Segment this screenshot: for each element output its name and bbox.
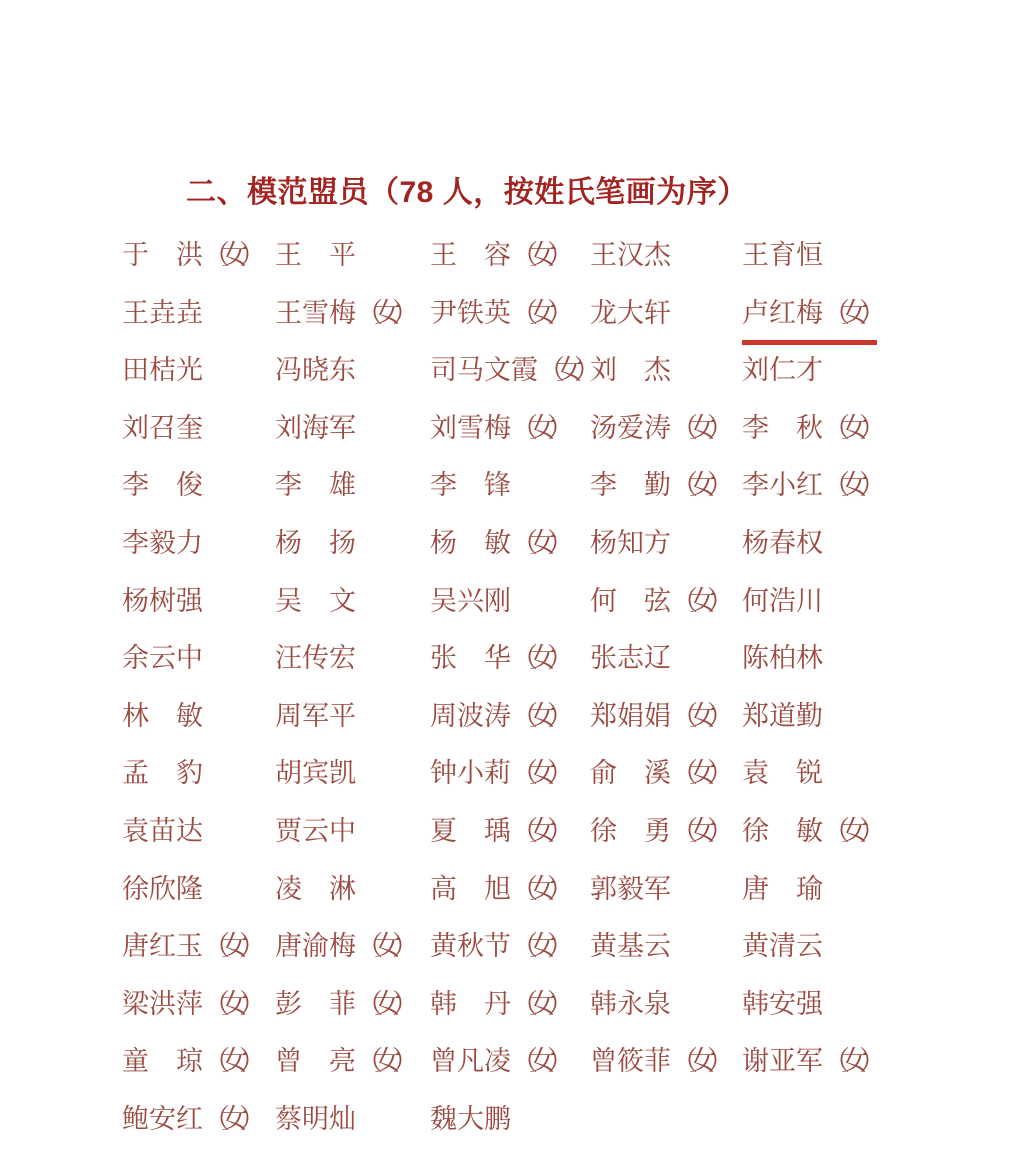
name-text: 汪传宏	[275, 643, 356, 675]
member-name-text	[122, 1105, 257, 1135]
female-marker: （女）	[671, 470, 725, 502]
female-marker: （女）	[511, 1046, 565, 1078]
member-name-text	[590, 932, 671, 962]
female-marker: （女）	[511, 873, 565, 905]
name-text: 李 雄	[275, 470, 356, 502]
member-name	[590, 1047, 742, 1077]
member-name-text	[275, 1047, 410, 1077]
name-text: 王育恒	[742, 240, 823, 271]
member-name	[590, 241, 742, 271]
name-text: 彭 菲	[275, 988, 356, 1020]
female-marker: （女）	[671, 585, 725, 617]
member-name-text	[275, 702, 356, 732]
member-name-text	[275, 1105, 356, 1135]
member-row	[122, 759, 877, 817]
name-text: 王 平	[275, 240, 356, 271]
member-name-text	[742, 356, 823, 386]
member-name	[430, 990, 590, 1020]
member-name	[742, 990, 823, 1020]
name-text: 王垚垚	[122, 297, 203, 329]
name-text: 卢红梅	[742, 297, 823, 329]
name-text: 林 敏	[122, 700, 203, 732]
member-name	[275, 1105, 430, 1135]
member-row	[122, 587, 877, 645]
section-title: 二、模范盟员（78 人，按姓氏笔画为序）	[186, 176, 748, 209]
member-name-text	[590, 414, 725, 444]
member-name	[275, 817, 430, 847]
name-text: 蔡明灿	[275, 1103, 356, 1135]
member-name-text	[742, 471, 877, 501]
name-text: 胡宾凯	[275, 758, 356, 790]
member-name-text	[590, 529, 671, 559]
name-text: 龙大轩	[590, 297, 671, 329]
name-text: 王 容	[430, 240, 511, 271]
member-name-text	[590, 587, 725, 617]
member-name-text	[275, 759, 356, 789]
member-name-text	[122, 817, 203, 847]
member-name-text	[742, 817, 877, 847]
member-name	[275, 702, 430, 732]
member-name	[742, 702, 823, 732]
name-text: 刘海军	[275, 412, 356, 444]
female-marker: （女）	[671, 412, 725, 444]
member-name	[590, 759, 742, 789]
name-text: 凌 淋	[275, 873, 356, 905]
member-name	[122, 990, 275, 1020]
name-text: 杨春权	[742, 527, 823, 559]
member-name-text	[122, 1047, 257, 1077]
member-name	[122, 932, 275, 962]
member-row	[122, 817, 877, 875]
member-name	[590, 644, 742, 674]
member-name-text	[430, 471, 511, 501]
name-text: 韩永泉	[590, 988, 671, 1020]
member-name	[430, 356, 590, 386]
member-name-text	[122, 759, 203, 789]
member-row	[122, 471, 877, 529]
member-name	[275, 356, 430, 386]
member-name-text	[122, 702, 203, 732]
member-name-text	[742, 990, 823, 1020]
female-marker: （女）	[356, 1046, 410, 1078]
member-name	[122, 644, 275, 674]
name-text: 吴 文	[275, 585, 356, 617]
female-marker: （女）	[203, 240, 257, 271]
name-text: 夏 瑀	[430, 815, 511, 847]
name-text: 俞 溪	[590, 758, 671, 790]
name-text: 王汉杰	[590, 240, 671, 271]
name-text: 汤爱涛	[590, 412, 671, 444]
name-text: 王雪梅	[275, 297, 356, 329]
member-name	[590, 990, 742, 1020]
member-name	[275, 241, 430, 271]
member-name-text	[275, 356, 356, 386]
member-name-text	[430, 644, 565, 674]
member-name	[122, 299, 275, 329]
member-name-text	[742, 1047, 877, 1077]
member-name	[742, 529, 823, 559]
name-text: 黄秋节	[430, 931, 511, 963]
member-row	[122, 875, 877, 933]
name-text: 何 弦	[590, 585, 671, 617]
member-name	[430, 875, 590, 905]
member-name	[122, 702, 275, 732]
name-text: 郑娟娟	[590, 700, 671, 732]
name-text: 李 勤	[590, 470, 671, 502]
female-marker: （女）	[823, 297, 877, 329]
female-marker: （女）	[203, 988, 257, 1020]
member-name	[742, 299, 877, 345]
member-name-text	[430, 356, 592, 386]
female-marker: （女）	[511, 412, 565, 444]
member-row	[122, 241, 877, 299]
name-text: 刘仁才	[742, 355, 823, 387]
member-name	[742, 241, 823, 271]
female-marker: （女）	[671, 758, 725, 790]
name-text: 孟 豹	[122, 758, 203, 790]
member-row	[122, 1105, 877, 1163]
member-name-text	[742, 875, 823, 905]
member-name	[275, 1047, 430, 1077]
name-text: 高 旭	[430, 873, 511, 905]
member-name-text	[742, 702, 823, 732]
name-text: 贾云中	[275, 815, 356, 847]
member-name-text	[122, 875, 203, 905]
member-name	[122, 1047, 275, 1077]
member-name-text	[742, 414, 877, 444]
member-name	[275, 529, 430, 559]
member-name	[430, 759, 590, 789]
member-name-text	[275, 587, 356, 617]
member-name	[742, 817, 877, 847]
member-name	[430, 932, 590, 962]
name-text: 何浩川	[742, 585, 823, 617]
member-name	[590, 356, 742, 386]
member-name-text	[590, 990, 671, 1020]
female-marker: （女）	[823, 412, 877, 444]
name-text: 钟小莉	[430, 758, 511, 790]
member-row	[122, 932, 877, 990]
member-name	[590, 414, 742, 444]
member-name-text	[275, 875, 356, 905]
female-marker: （女）	[203, 1103, 257, 1135]
member-name-text	[122, 414, 203, 444]
name-text: 曾 亮	[275, 1046, 356, 1078]
member-name-text	[590, 702, 725, 732]
female-marker: （女）	[356, 297, 410, 329]
name-text: 杨知方	[590, 527, 671, 559]
member-name-text	[275, 414, 356, 444]
female-marker: （女）	[511, 297, 565, 329]
member-list	[122, 241, 877, 1163]
member-name-text	[742, 529, 823, 559]
member-name-text	[742, 932, 823, 962]
name-text: 韩 丹	[430, 988, 511, 1020]
member-name-text	[275, 817, 356, 847]
name-text: 曾凡凌	[430, 1046, 511, 1078]
member-name	[430, 587, 590, 617]
member-name-text	[122, 932, 257, 962]
name-text: 李 俊	[122, 470, 203, 502]
member-name-text	[430, 241, 565, 271]
name-text: 鲍安红	[122, 1103, 203, 1135]
member-name-text	[122, 587, 203, 617]
member-name-text	[590, 644, 671, 674]
member-name-text	[742, 587, 823, 617]
name-text: 袁 锐	[742, 758, 823, 790]
member-name-text	[122, 471, 203, 501]
name-text: 周军平	[275, 700, 356, 732]
name-text: 唐红玉	[122, 931, 203, 963]
member-name-text	[275, 299, 410, 329]
member-name	[275, 644, 430, 674]
member-name-text	[430, 759, 565, 789]
female-marker: （女）	[356, 931, 410, 963]
female-marker: （女）	[823, 815, 877, 847]
name-text: 徐欣隆	[122, 873, 203, 905]
name-text: 陈柏林	[742, 643, 823, 675]
member-name	[742, 932, 823, 962]
member-row	[122, 414, 877, 472]
member-name-text	[122, 990, 257, 1020]
member-name-text	[590, 759, 725, 789]
member-name-text	[430, 817, 565, 847]
female-marker: （女）	[671, 1046, 725, 1078]
member-name	[275, 414, 430, 444]
member-name	[430, 529, 590, 559]
name-text: 田桔光	[122, 355, 203, 387]
female-marker: （女）	[511, 815, 565, 847]
member-name-text	[742, 644, 823, 674]
name-text: 于 洪	[122, 240, 203, 271]
name-text: 徐 敏	[742, 815, 823, 847]
member-name	[122, 529, 275, 559]
female-marker: （女）	[356, 988, 410, 1020]
name-text: 韩安强	[742, 988, 823, 1020]
member-name-text	[430, 529, 565, 559]
member-name	[430, 817, 590, 847]
member-name	[430, 241, 590, 271]
member-name-text	[275, 644, 356, 674]
member-name-text	[122, 644, 203, 674]
member-name-text	[275, 529, 356, 559]
member-name	[122, 356, 275, 386]
member-name-text	[430, 299, 565, 329]
member-name	[590, 529, 742, 559]
member-name	[122, 587, 275, 617]
member-name-text	[590, 817, 725, 847]
member-name-text	[430, 702, 565, 732]
name-text: 袁苗达	[122, 815, 203, 847]
member-name	[122, 241, 275, 271]
name-text: 魏大鹏	[430, 1103, 511, 1135]
name-text: 黄基云	[590, 931, 671, 963]
name-text: 梁洪萍	[122, 988, 203, 1020]
member-name	[430, 299, 590, 329]
member-name	[742, 471, 877, 501]
female-marker: （女）	[511, 643, 565, 675]
name-text: 郭毅军	[590, 873, 671, 905]
member-name	[430, 1047, 590, 1077]
member-name-text	[430, 587, 511, 617]
female-marker: （女）	[823, 1046, 877, 1078]
female-marker: （女）	[823, 470, 877, 502]
member-name	[590, 932, 742, 962]
member-name	[122, 414, 275, 444]
name-text: 唐渝梅	[275, 931, 356, 963]
member-name	[275, 471, 430, 501]
member-name	[742, 414, 877, 444]
name-text: 徐 勇	[590, 815, 671, 847]
member-name	[275, 587, 430, 617]
member-row	[122, 356, 877, 414]
name-text: 冯晓东	[275, 355, 356, 387]
female-marker: （女）	[511, 527, 565, 559]
member-name-text	[430, 1105, 511, 1135]
member-name	[590, 702, 742, 732]
member-row	[122, 702, 877, 760]
name-text: 余云中	[122, 643, 203, 675]
female-marker: （女）	[671, 700, 725, 732]
member-name-text	[275, 241, 356, 271]
member-name-text	[122, 241, 257, 271]
name-text: 吴兴刚	[430, 585, 511, 617]
member-name	[275, 932, 430, 962]
name-text: 谢亚军	[742, 1046, 823, 1078]
member-row	[122, 1047, 877, 1105]
name-text: 李 锋	[430, 470, 511, 502]
member-name	[590, 875, 742, 905]
name-text: 刘雪梅	[430, 412, 511, 444]
member-name	[742, 759, 823, 789]
member-name	[122, 1105, 275, 1135]
name-text: 唐 瑜	[742, 873, 823, 905]
member-name	[430, 644, 590, 674]
name-text: 杨 敏	[430, 527, 511, 559]
name-text: 黄清云	[742, 931, 823, 963]
name-text: 李 秋	[742, 412, 823, 444]
member-name	[275, 759, 430, 789]
member-name-text	[742, 759, 823, 789]
member-name-text	[742, 241, 823, 271]
member-name	[742, 356, 823, 386]
female-marker: （女）	[511, 988, 565, 1020]
member-name-text	[275, 990, 410, 1020]
member-name	[275, 990, 430, 1020]
female-marker: （女）	[538, 355, 592, 387]
member-name-text	[590, 471, 725, 501]
underlined-member-name	[742, 299, 877, 345]
female-marker: （女）	[511, 931, 565, 963]
name-text: 李小红	[742, 470, 823, 502]
member-name	[430, 1105, 590, 1135]
member-name	[590, 817, 742, 847]
member-name	[122, 817, 275, 847]
member-name	[430, 414, 590, 444]
member-name-text	[430, 414, 565, 444]
member-name	[122, 759, 275, 789]
member-name	[590, 299, 742, 329]
member-row	[122, 644, 877, 702]
member-name	[275, 875, 430, 905]
female-marker: （女）	[511, 240, 565, 271]
female-marker: （女）	[671, 815, 725, 847]
name-text: 郑道勤	[742, 700, 823, 732]
member-name	[742, 644, 823, 674]
name-text: 张志辽	[590, 643, 671, 675]
name-text: 刘 杰	[590, 355, 671, 387]
member-name	[742, 875, 823, 905]
member-name	[430, 702, 590, 732]
female-marker: （女）	[511, 700, 565, 732]
member-name-text	[275, 932, 410, 962]
member-name	[275, 299, 430, 329]
member-name	[742, 1047, 877, 1077]
member-name	[590, 587, 742, 617]
name-text: 尹铁英	[430, 297, 511, 329]
name-text: 司马文霞	[430, 355, 538, 387]
member-row	[122, 529, 877, 587]
name-text: 李毅力	[122, 527, 203, 559]
female-marker: （女）	[203, 931, 257, 963]
female-marker: （女）	[203, 1046, 257, 1078]
member-name	[122, 471, 275, 501]
name-text: 刘召奎	[122, 412, 203, 444]
member-row	[122, 299, 877, 357]
member-name-text	[122, 299, 203, 329]
member-name-text	[430, 1047, 565, 1077]
member-name	[742, 587, 823, 617]
member-name-text	[430, 875, 565, 905]
member-row	[122, 990, 877, 1048]
member-name	[122, 875, 275, 905]
member-name-text	[590, 241, 671, 271]
name-text: 曾筱菲	[590, 1046, 671, 1078]
member-name-text	[430, 990, 565, 1020]
member-name-text	[590, 356, 671, 386]
name-text: 杨树强	[122, 585, 203, 617]
name-text: 童 琼	[122, 1046, 203, 1078]
member-name-text	[122, 356, 203, 386]
female-marker: （女）	[511, 758, 565, 790]
member-name-text	[275, 471, 356, 501]
member-name-text	[590, 875, 671, 905]
name-text: 张 华	[430, 643, 511, 675]
member-name	[430, 471, 590, 501]
name-text: 周波涛	[430, 700, 511, 732]
member-name-text	[430, 932, 565, 962]
member-name-text	[590, 299, 671, 329]
name-text: 杨 扬	[275, 527, 356, 559]
member-name-text	[122, 529, 203, 559]
member-name	[590, 471, 742, 501]
member-name-text	[590, 1047, 725, 1077]
